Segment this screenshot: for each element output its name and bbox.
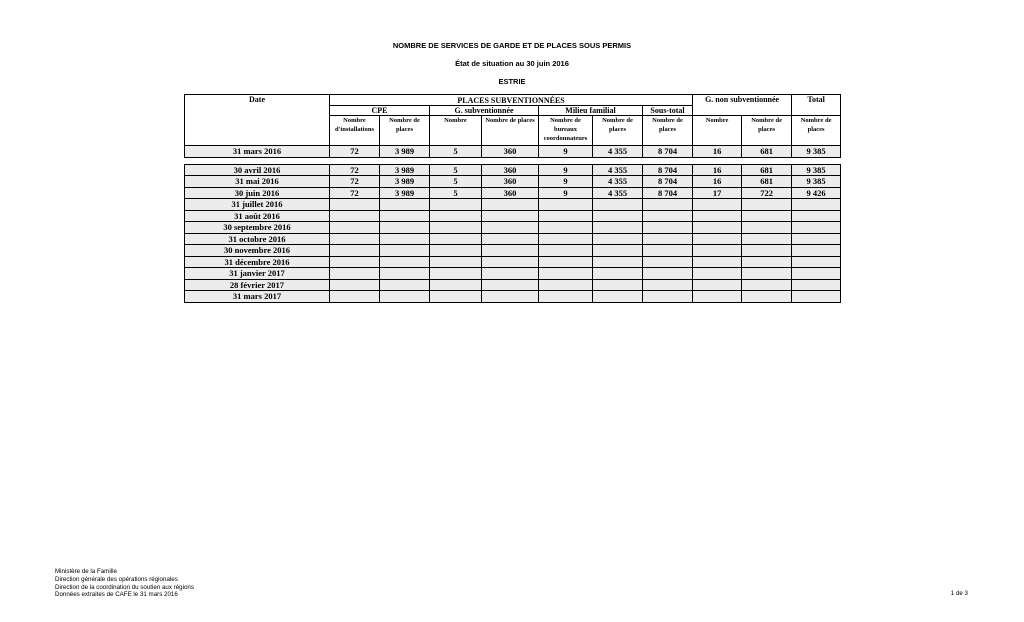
subheader-gs-places: Nombre de places: [482, 116, 539, 146]
row-value-cell: [693, 199, 742, 211]
row-value-cell: [380, 210, 430, 222]
row-value-cell: 5: [430, 164, 482, 176]
row-value-cell: [693, 291, 742, 303]
daycare-places-table: [184, 94, 841, 303]
row-value-cell: [742, 268, 792, 280]
table-row: [185, 164, 841, 176]
report-title: NOMBRE DE SERVICES DE GARDE ET DE PLACES SOUS PERMIS: [392, 41, 632, 50]
row-value-cell: 9: [539, 164, 593, 176]
subheader-soustotal-places: Nombre de places: [643, 116, 693, 146]
table-row: [185, 187, 841, 199]
table-row: [185, 233, 841, 245]
row-value-cell: 8 704: [643, 187, 693, 199]
row-value-cell: [330, 256, 380, 268]
row-value-cell: 9: [539, 146, 593, 158]
row-value-cell: [430, 268, 482, 280]
row-value-cell: [593, 245, 643, 257]
row-value-cell: [693, 256, 742, 268]
row-value-cell: [482, 233, 539, 245]
row-value-cell: 9 385: [792, 164, 841, 176]
row-value-cell: [380, 256, 430, 268]
row-value-cell: [539, 222, 593, 234]
row-value-cell: [330, 279, 380, 291]
row-value-cell: [792, 291, 841, 303]
subheader-cpe-places: Nombre de places: [380, 116, 430, 146]
row-value-cell: [742, 210, 792, 222]
row-value-cell: 72: [330, 164, 380, 176]
subheader-mf-bureaux: Nombre de bureaux coordonnateurs: [539, 116, 593, 146]
row-value-cell: [593, 279, 643, 291]
row-date: 30 avril 2016: [185, 164, 330, 176]
row-value-cell: [643, 210, 693, 222]
row-value-cell: [792, 210, 841, 222]
row-value-cell: [430, 245, 482, 257]
row-value-cell: [593, 210, 643, 222]
row-value-cell: [792, 268, 841, 280]
row-date: 31 mars 2017: [185, 291, 330, 303]
row-value-cell: 681: [742, 176, 792, 188]
row-value-cell: [482, 222, 539, 234]
row-value-cell: [539, 245, 593, 257]
row-value-cell: [643, 256, 693, 268]
row-date: 31 août 2016: [185, 210, 330, 222]
row-value-cell: 5: [430, 187, 482, 199]
row-value-cell: [539, 291, 593, 303]
row-value-cell: [742, 222, 792, 234]
row-value-cell: [693, 245, 742, 257]
table-row: [185, 279, 841, 291]
header-cpe: CPE: [330, 106, 430, 116]
row-value-cell: [380, 268, 430, 280]
header-date: Date: [185, 95, 330, 146]
row-value-cell: 5: [430, 176, 482, 188]
table-row: [185, 176, 841, 188]
row-value-cell: [330, 210, 380, 222]
row-value-cell: 681: [742, 146, 792, 158]
row-value-cell: [482, 279, 539, 291]
row-date: 31 juillet 2016: [185, 199, 330, 211]
footer-block: [55, 568, 194, 599]
row-value-cell: [430, 233, 482, 245]
row-value-cell: 16: [693, 164, 742, 176]
header-g-subventionnee: G. subventionnée: [430, 106, 539, 116]
row-value-cell: [742, 291, 792, 303]
region-name: ESTRIE: [498, 77, 526, 86]
subheader-mf-places: Nombre de places: [593, 116, 643, 146]
row-value-cell: 3 989: [380, 164, 430, 176]
row-value-cell: [539, 233, 593, 245]
row-value-cell: 4 355: [593, 146, 643, 158]
footer-data-source: Données extraites de CAFE le 31 mars 2016: [55, 591, 178, 599]
row-value-cell: 722: [742, 187, 792, 199]
row-value-cell: 9 385: [792, 146, 841, 158]
row-value-cell: [742, 256, 792, 268]
table-row: [185, 245, 841, 257]
row-value-cell: [643, 199, 693, 211]
row-value-cell: [742, 279, 792, 291]
row-value-cell: 360: [482, 164, 539, 176]
row-value-cell: [330, 199, 380, 211]
row-value-cell: [430, 291, 482, 303]
row-value-cell: [643, 279, 693, 291]
header-non-subventionnee: G. non subventionnée: [693, 95, 792, 116]
row-value-cell: 4 355: [593, 187, 643, 199]
row-value-cell: [330, 268, 380, 280]
header-sous-total: Sous-total: [643, 106, 693, 116]
row-value-cell: [593, 199, 643, 211]
row-value-cell: 8 704: [643, 146, 693, 158]
row-value-cell: [643, 268, 693, 280]
row-value-cell: 16: [693, 176, 742, 188]
row-value-cell: [742, 199, 792, 211]
row-value-cell: [380, 199, 430, 211]
row-value-cell: 9 426: [792, 187, 841, 199]
row-value-cell: [482, 245, 539, 257]
row-value-cell: [792, 245, 841, 257]
row-value-cell: [330, 291, 380, 303]
row-value-cell: [593, 233, 643, 245]
row-value-cell: [380, 279, 430, 291]
row-value-cell: [593, 291, 643, 303]
row-value-cell: [792, 256, 841, 268]
row-date: 31 mai 2016: [185, 176, 330, 188]
table-row: [185, 199, 841, 211]
row-value-cell: [430, 256, 482, 268]
row-value-cell: 3 989: [380, 146, 430, 158]
row-value-cell: [380, 291, 430, 303]
row-value-cell: [539, 256, 593, 268]
row-value-cell: 16: [693, 146, 742, 158]
row-value-cell: [792, 199, 841, 211]
subheader-cpe-installations: Nombre d'installations: [330, 116, 380, 146]
row-value-cell: [539, 199, 593, 211]
footer-direction: Direction générale des opérations régionales: [55, 575, 178, 583]
row-value-cell: [482, 291, 539, 303]
table-row: [185, 291, 841, 303]
row-value-cell: [430, 199, 482, 211]
row-value-cell: [430, 222, 482, 234]
subheader-gns-nombre: Nombre: [693, 116, 742, 146]
row-date: 30 septembre 2016: [185, 222, 330, 234]
subheader-total-places: Nombre de places: [792, 116, 841, 146]
row-value-cell: [643, 233, 693, 245]
row-value-cell: [643, 245, 693, 257]
row-value-cell: [430, 210, 482, 222]
row-value-cell: 3 989: [380, 176, 430, 188]
footer-ministry: Ministère de la Famille: [55, 568, 117, 575]
row-value-cell: 8 704: [643, 176, 693, 188]
row-date: 31 janvier 2017: [185, 268, 330, 280]
row-date: 31 octobre 2016: [185, 233, 330, 245]
row-value-cell: [693, 279, 742, 291]
row-value-cell: 4 355: [593, 164, 643, 176]
table-gap-row: [185, 157, 841, 164]
row-value-cell: [742, 245, 792, 257]
table-row: [185, 256, 841, 268]
row-value-cell: 9 385: [792, 176, 841, 188]
row-value-cell: [643, 291, 693, 303]
row-value-cell: 8 704: [643, 164, 693, 176]
row-value-cell: 72: [330, 146, 380, 158]
table-row: [185, 210, 841, 222]
row-date: 30 novembre 2016: [185, 245, 330, 257]
row-value-cell: [330, 222, 380, 234]
row-value-cell: 5: [430, 146, 482, 158]
row-value-cell: [482, 268, 539, 280]
page-number: 1 de 3: [950, 590, 968, 597]
header-milieu-familial: Milieu familial: [539, 106, 643, 116]
row-value-cell: [643, 222, 693, 234]
row-value-cell: [792, 279, 841, 291]
row-value-cell: 9: [539, 176, 593, 188]
row-value-cell: [380, 245, 430, 257]
row-value-cell: [482, 199, 539, 211]
row-value-cell: [539, 210, 593, 222]
row-value-cell: [430, 279, 482, 291]
row-value-cell: [330, 245, 380, 257]
row-value-cell: 3 989: [380, 187, 430, 199]
row-value-cell: [593, 256, 643, 268]
row-value-cell: [330, 233, 380, 245]
subheader-gns-places: Nombre de places: [742, 116, 792, 146]
row-value-cell: 360: [482, 146, 539, 158]
row-value-cell: [792, 222, 841, 234]
row-value-cell: 360: [482, 187, 539, 199]
row-value-cell: [380, 233, 430, 245]
subheader-gs-nombre: Nombre: [430, 116, 482, 146]
row-date: 31 mars 2016: [185, 146, 330, 158]
row-date: 30 juin 2016: [185, 187, 330, 199]
row-value-cell: 681: [742, 164, 792, 176]
table-row: [185, 268, 841, 280]
header-subventionnees: PLACES SUBVENTIONNÉES: [330, 95, 693, 106]
row-value-cell: [380, 222, 430, 234]
row-value-cell: [693, 210, 742, 222]
row-value-cell: [539, 279, 593, 291]
row-value-cell: 17: [693, 187, 742, 199]
row-value-cell: 360: [482, 176, 539, 188]
table-row: [185, 222, 841, 234]
footer-coordination: Direction de la coordination du soutien aux régions: [55, 583, 194, 591]
row-value-cell: [693, 233, 742, 245]
row-date: 31 décembre 2016: [185, 256, 330, 268]
report-subtitle: État de situation au 30 juin 2016: [455, 59, 569, 68]
row-value-cell: [792, 233, 841, 245]
row-value-cell: [593, 222, 643, 234]
row-date: 28 février 2017: [185, 279, 330, 291]
row-value-cell: 72: [330, 176, 380, 188]
header-total: Total: [792, 95, 841, 116]
row-value-cell: 4 355: [593, 176, 643, 188]
row-value-cell: [693, 222, 742, 234]
row-value-cell: [693, 268, 742, 280]
row-value-cell: 9: [539, 187, 593, 199]
row-value-cell: [593, 268, 643, 280]
row-value-cell: [482, 210, 539, 222]
row-value-cell: [742, 233, 792, 245]
row-value-cell: [539, 268, 593, 280]
row-value-cell: 72: [330, 187, 380, 199]
table-row: [185, 146, 841, 158]
row-value-cell: [482, 256, 539, 268]
table-gap-cell: [185, 157, 841, 164]
